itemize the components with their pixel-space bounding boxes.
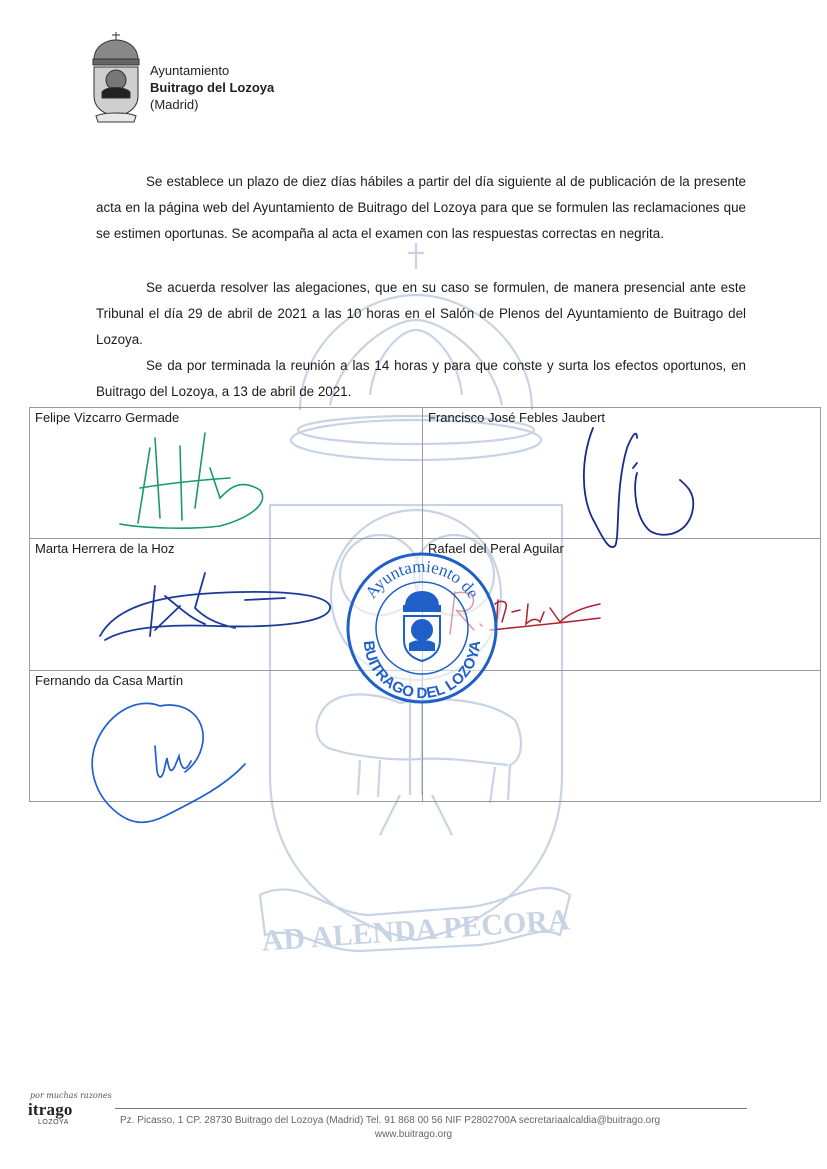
coat-of-arms-logo — [88, 30, 144, 124]
handwritten-signature-3 — [95, 568, 335, 650]
footer-divider — [115, 1108, 747, 1109]
official-seal — [342, 548, 502, 708]
footer-logo-tagline: por muchas razones — [30, 1091, 112, 1100]
signatory-name: Felipe Vizcarro Germade — [35, 410, 180, 425]
handwritten-signature-5 — [85, 686, 255, 836]
org-name-line-2: Buitrago del Lozoya — [150, 80, 275, 95]
paragraph-closing: Se da por terminada la reunión a las 14 horas y para que conste y surta los efectos oportunos, en Buitrago del Lozoya, a 13 de abril de 2021. — [96, 358, 746, 399]
paragraph-claims-period: Se establece un plazo de diez días hábiles a partir del día siguiente al de publicación de la presente acta en la página web del Ayuntamiento de Buitrago del Lozoya para que se formulen las reclamaciones que se estimen oportunas. Se acompaña al acta el examen con las respuestas correctas en negrita. — [96, 174, 746, 241]
seal-bottom-text: BUITRAGO DEL LOZOYA — [359, 639, 485, 703]
org-name-line-1: Ayuntamiento — [150, 63, 230, 78]
seal-top-text: Ayuntamiento de — [361, 556, 483, 602]
handwritten-signature-2 — [575, 408, 705, 553]
handwritten-signature-1 — [110, 428, 270, 533]
paragraph-allegations: Se acuerda resolver las alegaciones, que en su caso se formulen, de manera presencial ante este Tribunal el día 29 de abril de 2021 a las 10 horas en el Salón de Plenos del Ayuntamiento de Buitrago del Lozoya. — [96, 280, 746, 347]
signatory-name: Rafael del Peral Aguilar — [428, 541, 564, 556]
signatory-name: Marta Herrera de la Hoz — [35, 541, 175, 556]
footer-logo-name: itrago — [28, 1100, 73, 1119]
signatory-name: Fernando da Casa Martín — [35, 673, 184, 688]
org-name-line-3: (Madrid) — [150, 97, 199, 112]
footer-logo-sub: LOZOYA — [38, 1119, 69, 1126]
footer-address: Pz. Picasso, 1 CP. 28730 Buitrago del Lozoya (Madrid) Tel. 91 868 00 56 NIF P2802700A secretariaalcaldia@buitrago.org — [120, 1115, 661, 1126]
footer-website-link[interactable]: www.buitrago.org — [374, 1129, 453, 1140]
table-border-right — [820, 407, 821, 802]
watermark-motto: AD ALENDA PECORA — [260, 903, 571, 958]
signatory-name: Francisco José Febles Jaubert — [428, 410, 606, 425]
